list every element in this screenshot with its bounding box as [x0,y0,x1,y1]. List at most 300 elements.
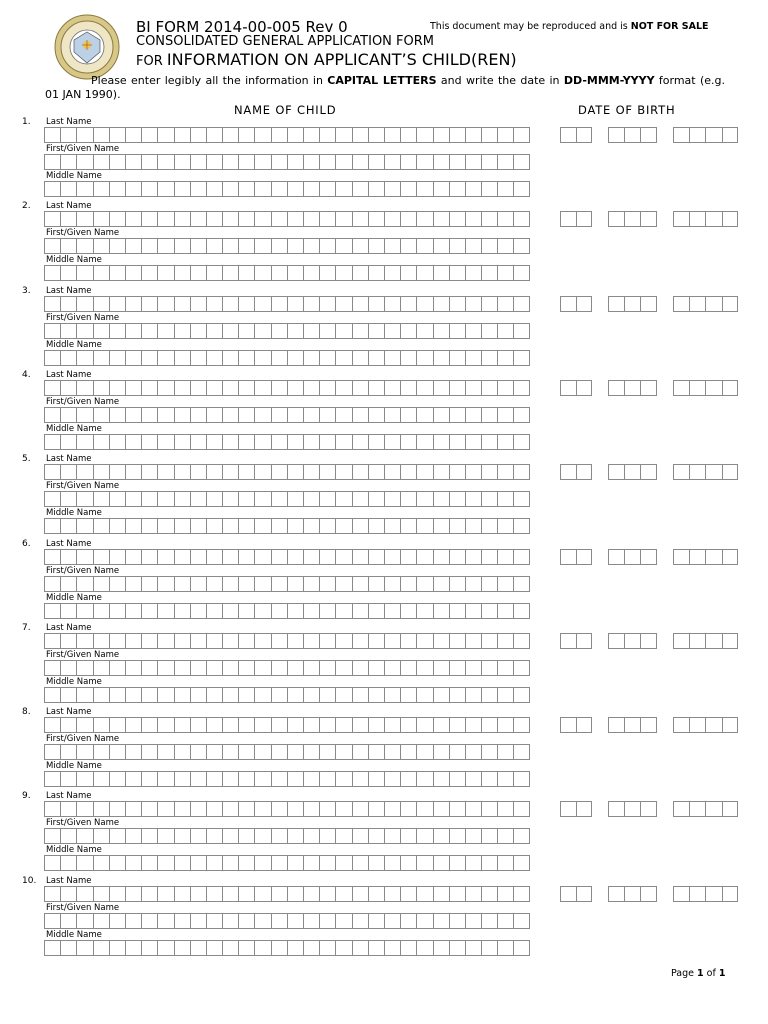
last-name-char-box[interactable] [157,380,173,396]
last-name-char-box[interactable] [449,380,465,396]
dob-month-box[interactable] [640,717,656,733]
last-name-char-box[interactable] [287,296,303,312]
last-name-char-box[interactable] [465,127,481,143]
dob-year-box[interactable] [673,211,689,227]
last-name-char-box[interactable] [416,633,432,649]
last-name-char-box[interactable] [93,211,109,227]
first-name-char-box[interactable] [497,828,513,844]
middle-name-char-box[interactable] [44,603,60,619]
middle-name-char-box[interactable] [44,181,60,197]
middle-name-char-box[interactable] [222,771,238,787]
first-name-char-box[interactable] [93,744,109,760]
last-name-char-box[interactable] [174,886,190,902]
last-name-char-box[interactable] [109,801,125,817]
middle-name-char-box[interactable] [352,518,368,534]
last-name-char-box[interactable] [384,127,400,143]
last-name-char-box[interactable] [497,380,513,396]
first-name-char-box[interactable] [368,913,384,929]
last-name-char-box[interactable] [76,464,92,480]
first-name-char-box[interactable] [254,407,270,423]
last-name-char-box[interactable] [416,717,432,733]
last-name-char-box[interactable] [481,549,497,565]
dob-year-box[interactable] [673,886,689,902]
first-name-char-box[interactable] [368,744,384,760]
middle-name-char-box[interactable] [254,518,270,534]
last-name-char-box[interactable] [222,296,238,312]
middle-name-char-box[interactable] [271,687,287,703]
middle-name-char-box[interactable] [190,771,206,787]
first-name-char-box[interactable] [141,491,157,507]
middle-name-char-box[interactable] [433,350,449,366]
first-name-char-box[interactable] [303,154,319,170]
dob-month-box[interactable] [624,549,640,565]
middle-name-char-box[interactable] [368,687,384,703]
first-name-char-box[interactable] [271,576,287,592]
first-name-char-box[interactable] [190,491,206,507]
first-name-char-box[interactable] [157,660,173,676]
middle-name-char-box[interactable] [174,434,190,450]
first-name-char-box[interactable] [368,491,384,507]
first-name-char-box[interactable] [190,828,206,844]
dob-year-box[interactable] [689,633,705,649]
last-name-char-box[interactable] [465,633,481,649]
middle-name-char-box[interactable] [271,265,287,281]
first-name-char-box[interactable] [303,491,319,507]
first-name-char-box[interactable] [384,744,400,760]
middle-name-char-box[interactable] [238,771,254,787]
dob-day-box[interactable] [576,380,592,396]
middle-name-char-box[interactable] [238,181,254,197]
last-name-char-box[interactable] [449,717,465,733]
middle-name-char-box[interactable] [416,434,432,450]
first-name-char-box[interactable] [238,238,254,254]
last-name-char-box[interactable] [60,464,76,480]
middle-name-char-box[interactable] [141,940,157,956]
dob-year-box[interactable] [673,717,689,733]
middle-name-char-box[interactable] [352,603,368,619]
middle-name-char-box[interactable] [416,687,432,703]
first-name-char-box[interactable] [481,913,497,929]
middle-name-char-box[interactable] [157,265,173,281]
dob-month-box[interactable] [624,717,640,733]
middle-name-char-box[interactable] [109,940,125,956]
first-name-char-box[interactable] [400,576,416,592]
dob-year-box[interactable] [689,464,705,480]
middle-name-char-box[interactable] [271,434,287,450]
middle-name-char-box[interactable] [481,265,497,281]
middle-name-char-box[interactable] [76,603,92,619]
first-name-char-box[interactable] [76,407,92,423]
first-name-char-box[interactable] [141,576,157,592]
first-name-char-box[interactable] [513,744,529,760]
middle-name-char-box[interactable] [465,518,481,534]
last-name-char-box[interactable] [271,127,287,143]
last-name-char-box[interactable] [513,801,529,817]
last-name-char-box[interactable] [157,801,173,817]
middle-name-char-box[interactable] [174,687,190,703]
middle-name-char-box[interactable] [76,940,92,956]
middle-name-char-box[interactable] [93,181,109,197]
last-name-char-box[interactable] [238,717,254,733]
last-name-char-box[interactable] [190,633,206,649]
last-name-char-box[interactable] [93,127,109,143]
last-name-char-box[interactable] [368,549,384,565]
middle-name-char-box[interactable] [109,434,125,450]
middle-name-char-box[interactable] [335,855,351,871]
first-name-char-box[interactable] [254,913,270,929]
dob-year-box[interactable] [705,296,721,312]
dob-day-box[interactable] [576,717,592,733]
first-name-char-box[interactable] [60,238,76,254]
last-name-char-box[interactable] [109,886,125,902]
first-name-char-box[interactable] [271,744,287,760]
middle-name-char-box[interactable] [271,940,287,956]
last-name-char-box[interactable] [125,717,141,733]
last-name-char-box[interactable] [433,633,449,649]
middle-name-char-box[interactable] [44,350,60,366]
last-name-char-box[interactable] [481,211,497,227]
last-name-char-box[interactable] [465,380,481,396]
first-name-char-box[interactable] [174,491,190,507]
last-name-char-box[interactable] [125,380,141,396]
last-name-char-box[interactable] [174,127,190,143]
middle-name-char-box[interactable] [497,603,513,619]
middle-name-char-box[interactable] [319,940,335,956]
dob-month-box[interactable] [640,380,656,396]
middle-name-char-box[interactable] [287,687,303,703]
dob-year-box[interactable] [689,127,705,143]
last-name-char-box[interactable] [109,380,125,396]
last-name-char-box[interactable] [481,127,497,143]
last-name-char-box[interactable] [433,801,449,817]
middle-name-char-box[interactable] [465,855,481,871]
middle-name-char-box[interactable] [174,518,190,534]
last-name-char-box[interactable] [287,633,303,649]
last-name-char-box[interactable] [481,886,497,902]
last-name-char-box[interactable] [368,296,384,312]
last-name-char-box[interactable] [109,464,125,480]
middle-name-char-box[interactable] [60,940,76,956]
first-name-char-box[interactable] [44,660,60,676]
last-name-char-box[interactable] [44,633,60,649]
last-name-char-box[interactable] [433,464,449,480]
first-name-char-box[interactable] [125,828,141,844]
dob-day-box[interactable] [560,211,576,227]
last-name-char-box[interactable] [76,211,92,227]
middle-name-char-box[interactable] [513,855,529,871]
last-name-char-box[interactable] [174,549,190,565]
first-name-char-box[interactable] [449,828,465,844]
last-name-char-box[interactable] [416,127,432,143]
last-name-char-box[interactable] [400,549,416,565]
last-name-char-box[interactable] [60,717,76,733]
middle-name-char-box[interactable] [44,771,60,787]
middle-name-char-box[interactable] [109,265,125,281]
first-name-char-box[interactable] [497,660,513,676]
first-name-char-box[interactable] [416,491,432,507]
middle-name-char-box[interactable] [287,350,303,366]
middle-name-char-box[interactable] [238,603,254,619]
last-name-char-box[interactable] [335,801,351,817]
middle-name-char-box[interactable] [400,434,416,450]
first-name-char-box[interactable] [497,744,513,760]
last-name-char-box[interactable] [368,464,384,480]
last-name-char-box[interactable] [497,886,513,902]
first-name-char-box[interactable] [352,238,368,254]
middle-name-char-box[interactable] [222,181,238,197]
middle-name-char-box[interactable] [384,434,400,450]
first-name-char-box[interactable] [319,744,335,760]
last-name-char-box[interactable] [465,801,481,817]
last-name-char-box[interactable] [271,801,287,817]
last-name-char-box[interactable] [206,717,222,733]
first-name-char-box[interactable] [76,744,92,760]
middle-name-char-box[interactable] [433,603,449,619]
dob-day-box[interactable] [576,801,592,817]
middle-name-char-box[interactable] [335,940,351,956]
last-name-char-box[interactable] [44,717,60,733]
first-name-char-box[interactable] [60,828,76,844]
dob-year-box[interactable] [705,380,721,396]
first-name-char-box[interactable] [60,913,76,929]
last-name-char-box[interactable] [190,801,206,817]
first-name-char-box[interactable] [513,491,529,507]
first-name-char-box[interactable] [384,407,400,423]
last-name-char-box[interactable] [222,633,238,649]
middle-name-char-box[interactable] [190,181,206,197]
dob-year-box[interactable] [705,633,721,649]
middle-name-char-box[interactable] [433,434,449,450]
middle-name-char-box[interactable] [497,518,513,534]
last-name-char-box[interactable] [287,127,303,143]
first-name-char-box[interactable] [287,154,303,170]
first-name-char-box[interactable] [465,491,481,507]
first-name-char-box[interactable] [465,744,481,760]
middle-name-char-box[interactable] [400,181,416,197]
middle-name-char-box[interactable] [174,771,190,787]
middle-name-char-box[interactable] [222,855,238,871]
middle-name-char-box[interactable] [449,181,465,197]
first-name-char-box[interactable] [271,491,287,507]
first-name-char-box[interactable] [76,154,92,170]
first-name-char-box[interactable] [303,323,319,339]
dob-year-box[interactable] [673,380,689,396]
last-name-char-box[interactable] [238,801,254,817]
dob-day-box[interactable] [576,633,592,649]
last-name-char-box[interactable] [368,633,384,649]
last-name-char-box[interactable] [60,380,76,396]
middle-name-char-box[interactable] [513,350,529,366]
first-name-char-box[interactable] [513,913,529,929]
first-name-char-box[interactable] [174,154,190,170]
first-name-char-box[interactable] [254,154,270,170]
last-name-char-box[interactable] [44,549,60,565]
last-name-char-box[interactable] [449,549,465,565]
last-name-char-box[interactable] [238,633,254,649]
first-name-char-box[interactable] [109,491,125,507]
middle-name-char-box[interactable] [319,771,335,787]
middle-name-char-box[interactable] [141,350,157,366]
first-name-char-box[interactable] [449,660,465,676]
first-name-char-box[interactable] [271,238,287,254]
first-name-char-box[interactable] [254,828,270,844]
middle-name-char-box[interactable] [384,940,400,956]
middle-name-char-box[interactable] [303,350,319,366]
last-name-char-box[interactable] [416,886,432,902]
first-name-char-box[interactable] [60,323,76,339]
dob-month-box[interactable] [640,886,656,902]
middle-name-char-box[interactable] [352,687,368,703]
middle-name-char-box[interactable] [352,181,368,197]
middle-name-char-box[interactable] [449,518,465,534]
first-name-char-box[interactable] [513,660,529,676]
first-name-char-box[interactable] [206,323,222,339]
first-name-char-box[interactable] [206,491,222,507]
middle-name-char-box[interactable] [93,771,109,787]
first-name-char-box[interactable] [416,407,432,423]
first-name-char-box[interactable] [174,576,190,592]
last-name-char-box[interactable] [368,801,384,817]
first-name-char-box[interactable] [303,828,319,844]
last-name-char-box[interactable] [141,801,157,817]
first-name-char-box[interactable] [190,323,206,339]
dob-day-box[interactable] [560,717,576,733]
first-name-char-box[interactable] [319,576,335,592]
last-name-char-box[interactable] [206,801,222,817]
first-name-char-box[interactable] [319,154,335,170]
last-name-char-box[interactable] [174,464,190,480]
first-name-char-box[interactable] [384,323,400,339]
last-name-char-box[interactable] [287,464,303,480]
last-name-char-box[interactable] [141,380,157,396]
dob-day-box[interactable] [560,633,576,649]
first-name-char-box[interactable] [206,913,222,929]
last-name-char-box[interactable] [44,127,60,143]
middle-name-char-box[interactable] [319,434,335,450]
last-name-char-box[interactable] [254,380,270,396]
last-name-char-box[interactable] [190,127,206,143]
first-name-char-box[interactable] [368,828,384,844]
middle-name-char-box[interactable] [319,687,335,703]
first-name-char-box[interactable] [190,744,206,760]
last-name-char-box[interactable] [335,464,351,480]
last-name-char-box[interactable] [513,717,529,733]
dob-year-box[interactable] [722,717,738,733]
first-name-char-box[interactable] [109,238,125,254]
middle-name-char-box[interactable] [513,518,529,534]
middle-name-char-box[interactable] [238,434,254,450]
last-name-char-box[interactable] [416,380,432,396]
last-name-char-box[interactable] [319,886,335,902]
last-name-char-box[interactable] [433,127,449,143]
first-name-char-box[interactable] [319,660,335,676]
first-name-char-box[interactable] [222,913,238,929]
first-name-char-box[interactable] [384,660,400,676]
first-name-char-box[interactable] [190,154,206,170]
last-name-char-box[interactable] [513,633,529,649]
dob-month-box[interactable] [608,380,624,396]
middle-name-char-box[interactable] [400,603,416,619]
first-name-char-box[interactable] [93,913,109,929]
dob-day-box[interactable] [560,549,576,565]
first-name-char-box[interactable] [76,491,92,507]
last-name-char-box[interactable] [465,886,481,902]
first-name-char-box[interactable] [109,828,125,844]
first-name-char-box[interactable] [368,238,384,254]
dob-day-box[interactable] [576,886,592,902]
middle-name-char-box[interactable] [497,771,513,787]
first-name-char-box[interactable] [190,576,206,592]
middle-name-char-box[interactable] [125,603,141,619]
last-name-char-box[interactable] [222,380,238,396]
middle-name-char-box[interactable] [141,518,157,534]
middle-name-char-box[interactable] [238,265,254,281]
last-name-char-box[interactable] [157,717,173,733]
last-name-char-box[interactable] [222,801,238,817]
last-name-char-box[interactable] [352,549,368,565]
first-name-char-box[interactable] [400,323,416,339]
middle-name-char-box[interactable] [400,350,416,366]
first-name-char-box[interactable] [433,238,449,254]
first-name-char-box[interactable] [222,660,238,676]
dob-year-box[interactable] [705,717,721,733]
last-name-char-box[interactable] [352,717,368,733]
last-name-char-box[interactable] [44,886,60,902]
first-name-char-box[interactable] [254,323,270,339]
last-name-char-box[interactable] [44,801,60,817]
middle-name-char-box[interactable] [206,855,222,871]
last-name-char-box[interactable] [60,211,76,227]
last-name-char-box[interactable] [44,380,60,396]
middle-name-char-box[interactable] [206,940,222,956]
first-name-char-box[interactable] [222,154,238,170]
dob-year-box[interactable] [722,801,738,817]
middle-name-char-box[interactable] [190,687,206,703]
last-name-char-box[interactable] [400,886,416,902]
first-name-char-box[interactable] [271,154,287,170]
first-name-char-box[interactable] [481,323,497,339]
first-name-char-box[interactable] [335,576,351,592]
last-name-char-box[interactable] [76,549,92,565]
last-name-char-box[interactable] [206,886,222,902]
middle-name-char-box[interactable] [400,940,416,956]
last-name-char-box[interactable] [60,296,76,312]
middle-name-char-box[interactable] [254,940,270,956]
first-name-char-box[interactable] [125,407,141,423]
last-name-char-box[interactable] [44,464,60,480]
middle-name-char-box[interactable] [157,350,173,366]
last-name-char-box[interactable] [433,717,449,733]
last-name-char-box[interactable] [352,886,368,902]
middle-name-char-box[interactable] [254,603,270,619]
first-name-char-box[interactable] [76,576,92,592]
first-name-char-box[interactable] [109,913,125,929]
last-name-char-box[interactable] [352,127,368,143]
last-name-char-box[interactable] [303,380,319,396]
last-name-char-box[interactable] [254,886,270,902]
first-name-char-box[interactable] [60,491,76,507]
first-name-char-box[interactable] [352,913,368,929]
middle-name-char-box[interactable] [76,181,92,197]
middle-name-char-box[interactable] [368,434,384,450]
middle-name-char-box[interactable] [125,771,141,787]
first-name-char-box[interactable] [416,660,432,676]
middle-name-char-box[interactable] [384,265,400,281]
middle-name-char-box[interactable] [481,855,497,871]
last-name-char-box[interactable] [513,886,529,902]
first-name-char-box[interactable] [238,154,254,170]
first-name-char-box[interactable] [125,238,141,254]
